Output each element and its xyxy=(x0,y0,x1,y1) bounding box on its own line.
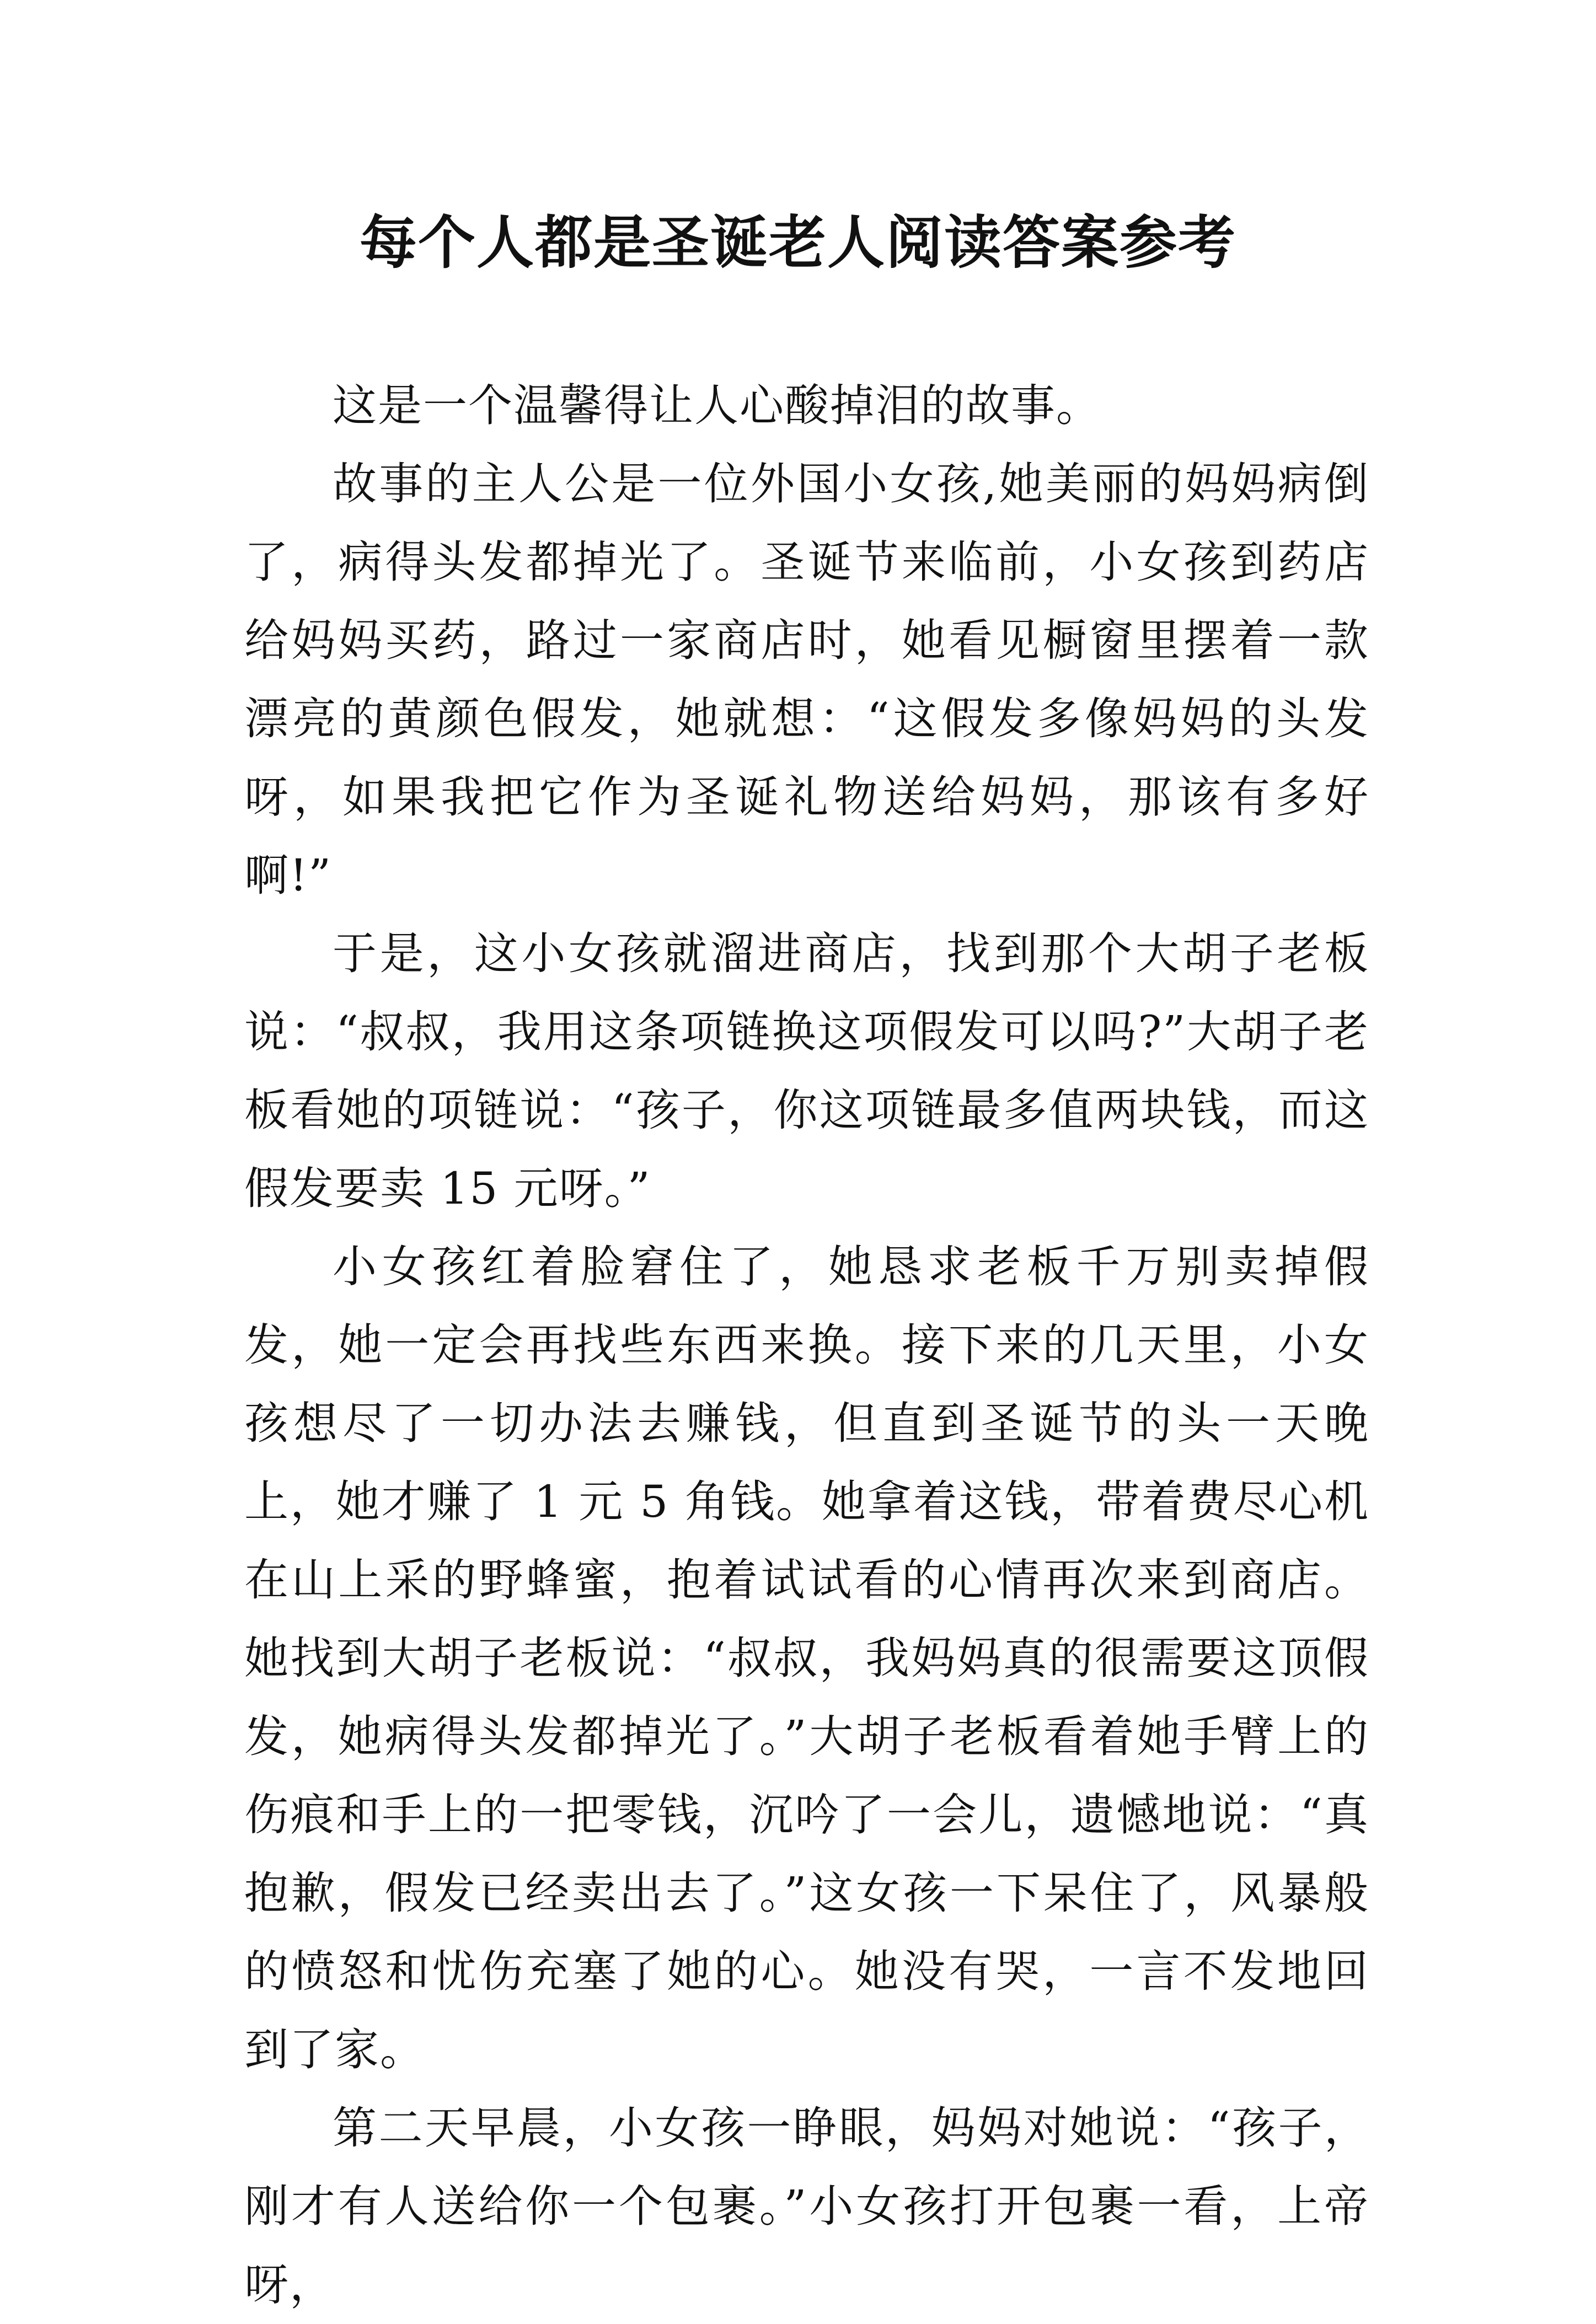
document-title: 每个人都是圣诞老人阅读答案参考 xyxy=(359,208,1236,276)
paragraph-5: 第二天早晨，小女孩一睁眼，妈妈对她说：“孩子，刚才有人送给你一个包裹。”小女孩打开包裹一看，上帝呀， xyxy=(244,2102,1369,2310)
paragraph-4: 小女孩红着脸窘住了，她恳求老板千万别卖掉假发，她一定会再找些东西来换。接下来的几天里，小女孩想尽了一切办法去赚钱，但直到圣诞节的头一天晚上，她才赚了 1 元 5 角钱。她拿着这钱，带着费尽心机在山上采的野蜂蜜，抱着试试看的心情再次来到商店。她找到大胡子老板说：“叔叔，我妈妈真的很需要这顶假发，她病得头发都掉光了。”大胡子老板看着她手臂上的伤痕和手上的一把零钱，沉吟了一会儿，遗憾地说：“真抱歉，假发已经卖出去了。”这女孩一下呆住了，风暴般的愤怒和忧伤充塞了她的心。她没有哭，一言不发地回到了家。 xyxy=(244,1241,1369,2075)
paragraph-1: 这是一个温馨得让人心酸掉泪的故事。 xyxy=(333,380,1101,431)
paragraph-2: 故事的主人公是一位外国小女孩,她美丽的妈妈病倒了，病得头发都掉光了。圣诞节来临前，小女孩到药店给妈妈买药，路过一家商店时，她看见橱窗里摆着一款漂亮的黄颜色假发，她就想：“这假发多像妈妈的头发呀，如果我把它作为圣诞礼物送给妈妈，那该有多好啊!” xyxy=(244,458,1369,901)
paragraph-3: 于是，这小女孩就溜进商店，找到那个大胡子老板说：“叔叔，我用这条项链换这项假发可以吗?”大胡子老板看她的项链说：“孩子，你这项链最多值两块钱，而这假发要卖 15 元呀。” xyxy=(244,928,1369,1214)
document-body xyxy=(244,367,1369,2324)
